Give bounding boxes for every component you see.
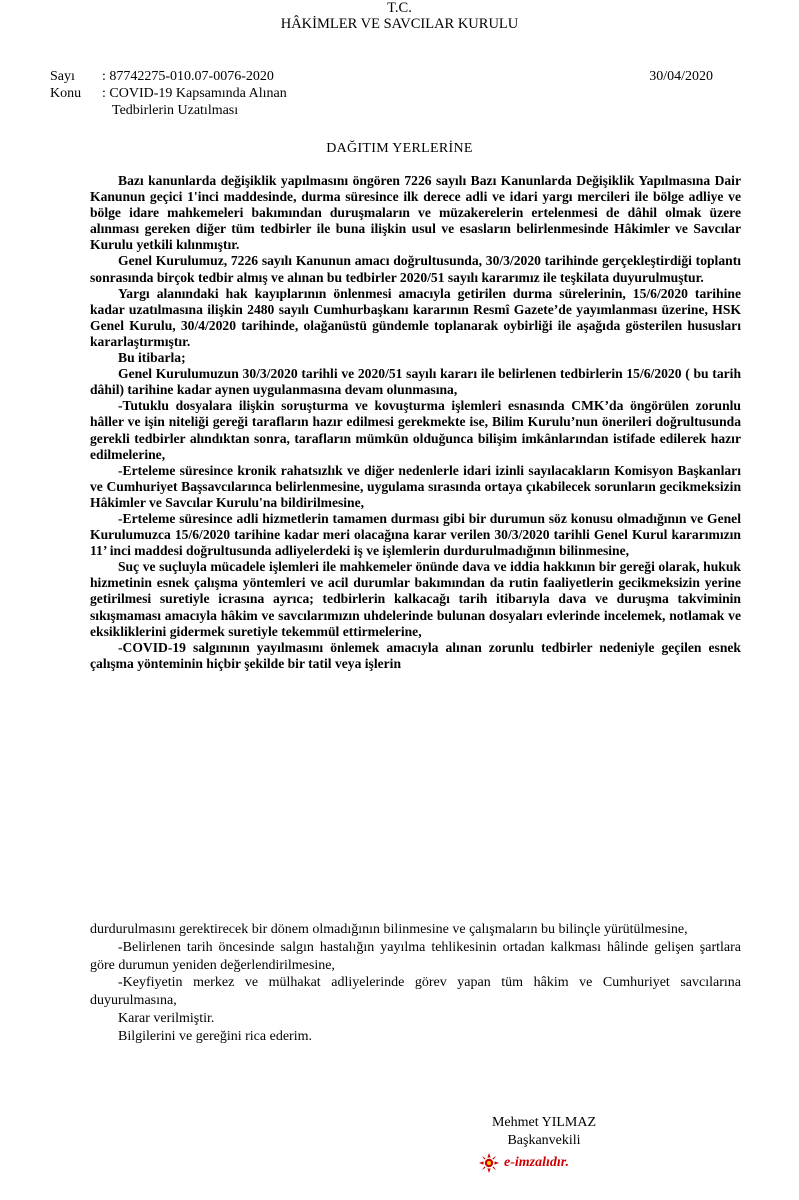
document-date: 30/04/2020 [649,69,713,84]
body-regular [90,921,741,1046]
paragraph: Bazı kanunlarda değişiklik yapılmasını öngören 7226 sayılı Bazı Kanunlarda Değişiklik Yapılmasına Dair Kanunun geçici 1'inci maddesinde, durma süresince ilk derece adli ve idari yargı mercileri ile bölge adliye ve bölge idare mahkemeleri bakımından duruşmaların ve müzakerelerin ertelenmesi de dâhil olmak üzere alınması gereken diğer tüm tedbirler ile buna ilişkin usul ve esasların belirlenmesinde Hâkimler ve Savcılar Kurulu yetkili kılınmıştır. [90,173,741,253]
signature-block [470,1114,618,1150]
signer-name: Mehmet YILMAZ [491,1115,597,1130]
e-signature-label: e-imzalıdır. [504,1155,569,1170]
paragraph: Suç ve suçluyla mücadele işlemleri ile mahkemeler önünde dava ve iddia hakkının bir gereği olarak, hukuk hizmetinin esnek çalışma yöntemleri ve acil durumlar bakımından da rutin faaliyetlerin gecikmeksizin yerine getirilmesi suretiyle icrasına ayrıca; tedbirlerin kalkacağı tarih itibarıyla dava ve duruşma takviminin sıkışmaması amacıyla hâkim ve savcılarımızın uhdelerinde bulunan dosyaları evlerinde incelemek, notlamak ve eksikliklerini gidermek suretiyle tekemmül ettirmelerine, [90,559,741,639]
paragraph: Yargı alanındaki hak kayıplarının önlenmesi amacıyla getirilen durma sürelerinin, 15/6/2020 tarihine kadar uzatılmasına ilişkin 2480 sayılı Cumhurbaşkanı kararının Resmî Gazete’de yayımlanması üzerine, HSK Genel Kurulu, 30/4/2020 tarihinde, olağanüstü gündemle toplanarak oybirliği ile aşağıda gösterilen hususları kararlaştırmıştır. [90,285,741,349]
paragraph: Genel Kurulumuz, 7226 sayılı Kanunun amacı doğrultusunda, 30/3/2020 tarihinde gerçekleştirdiği toplantı sonrasında birçok tedbir almış ve alınan bu tedbirler 2020/51 sayılı kararımız ile teşkilata duyurulmuştur. [90,253,741,285]
paragraph: -Belirlenen tarih öncesinde salgın hastalığın yayılma tehlikesinin ortadan kalkması hâlinde gelişen şartlara göre durumun yeniden değerlendirilmesine, [90,939,741,973]
paragraph: Genel Kurulumuzun 30/3/2020 tarihli ve 2020/51 sayılı kararı ile belirlenen tedbirlerin 15/6/2020 ( bu tarih dâhil) tarihine kadar aynen uygulanmasına devam olunmasına, [90,366,741,398]
paragraph: -Tutuklu dosyalara ilişkin soruşturma ve kovuşturma işlemleri esnasında CMK’da öngörülen zorunlu hâller ve işin niteliği gereği tarafların hazır edilmesi gerekmekte ise, Bilim Kurulu’nun önerileri doğrultusunda gerekli tedbirler alındıktan sonra, tarafların mümkün olduğunca bilişim imkânlarından istifade edilerek hazır edilmelerine, [90,398,741,462]
paragraph: -Erteleme süresince kronik rahatsızlık ve diğer nedenlerle idari izinli sayılacakların Komisyon Başkanları ve Cumhuriyet Başsavcılarınca belirlenmesine, uygulama sırasında ortaya çıkabilecek sorunların gecikmeksizin Hâkimler ve Savcılar Kurulu'na bildirilmesine, [90,462,741,510]
sayi-label: Sayı [50,69,75,84]
paragraph: -Erteleme süresince adli hizmetlerin tamamen durması gibi bir durumun söz konusu olmadığının ve Genel Kurulumuzca 15/6/2020 tarihine kadar meri olacağına karar verilen 30/3/2020 tarihli Genel Kurul kararımızın 11’ inci maddesi doğrultusunda adliyelerdeki iş ve işlemlerin durdurulmadığının bilinmesine, [90,510,741,559]
konu-value: : COVID-19 Kapsamında Alınan [102,86,287,101]
header-institution: HÂKİMLER VE SAVCILAR KURULU [280,16,519,32]
paragraph: -Keyfiyetin merkez ve mülhakat adliyelerinde görev yapan tüm hâkim ve Cumhuriyet savcılarına duyurulmasına, [90,975,741,1009]
distribution-title: DAĞITIM YERLERİNE [326,141,473,156]
paragraph: durdurulmasını gerektirecek bir dönem olmadığının bilinmesine ve çalışmaların bu bilinçle yürütülmesine, [90,922,688,937]
paragraph: Bilgilerini ve gereğini rica ederim. [118,1028,312,1044]
e-signature-seal-icon [479,1153,499,1173]
document-meta [50,68,287,119]
paragraph: Bu itibarla; [118,350,186,366]
body-bold [90,173,741,672]
sayi-value: : 87742275-010.07-0076-2020 [102,69,274,84]
paragraph: -COVID-19 salgınının yayılmasını önlemek amacıyla alınan zorunlu tedbirler nedeniyle geçilen esnek çalışma yönteminin hiçbir şekilde bir tatil veya işlerin [90,639,741,671]
konu-label: Konu [50,86,82,101]
konu-value-cont: Tedbirlerin Uzatılması [112,103,239,118]
header-tc: T.C. [387,0,412,16]
signer-title: Başkanvekili [507,1133,581,1148]
paragraph: Karar verilmiştir. [118,1010,215,1026]
e-signature [479,1153,569,1173]
